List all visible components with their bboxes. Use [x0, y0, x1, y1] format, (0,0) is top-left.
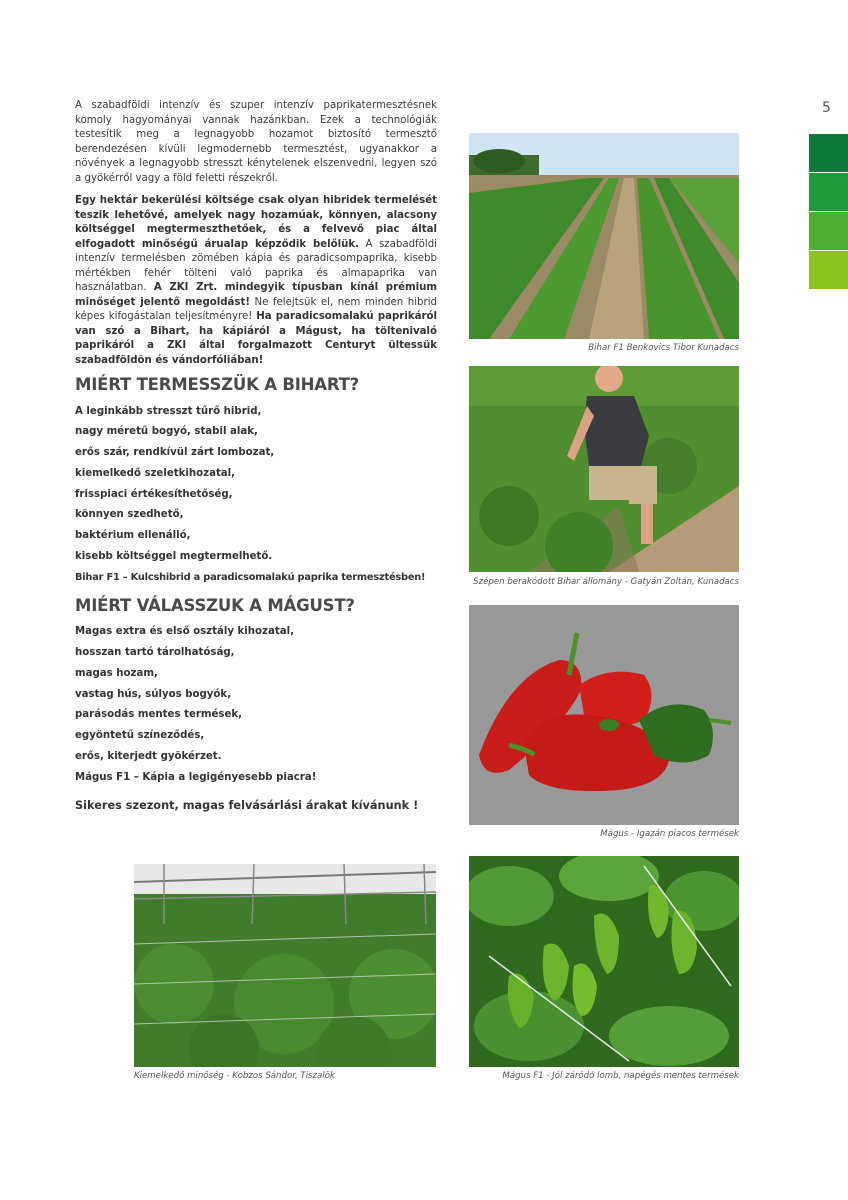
list-item: kisebb költséggel megtermelhető. [75, 551, 273, 563]
photo-greenhouse [134, 864, 436, 1067]
bold-text: A ZKI Zrt. mindegyik típusban kínál prémium minőséget jelentő megoldást! [75, 282, 437, 308]
color-tabs [809, 134, 848, 290]
text-column [75, 99, 437, 813]
list-item: Mágus F1 – Kápia a legigényesebb piacra! [75, 771, 317, 783]
list-item: erős, kiterjedt gyökérzet. [75, 750, 222, 762]
intro-paragraph: A szabadföldi intenzív és szuper intenzív paprikatermesztésnek komoly hagyományai vannak hazánkban. Ezek a technológiák testesítik meg a legnagyobb hozamot biztosító termesztő berendezésen kívüli legmodernebb termesztést, ugyanakkor a növények a legnagyobb stresszt kénytelenek elszenvedni, legyen szó a gyökérről vagy a föld feletti részekről. [75, 100, 437, 184]
list-item: vastag hús, súlyos bogyók, [75, 688, 232, 700]
photo-bihar-grower [469, 366, 739, 572]
tab-mid-green [809, 212, 848, 250]
caption-photo-3: Mágus - Igazán piacos termések [600, 829, 739, 839]
list-item: Magas extra és első osztály kihozatal, [75, 626, 294, 638]
closing-line: Sikeres szezont, magas felvásárlási árakat kívánunk ! [75, 798, 419, 812]
caption-photo-4: Kiemelkedő minőség - Kobzos Sándor, Tiszalök [134, 1071, 335, 1081]
section-heading-magus: MIÉRT VÁLASSZUK A MÁGUST? [75, 595, 355, 615]
intro-paragraph-2 [75, 194, 437, 368]
list-item: Bihar F1 – Kulcshibrid a paradicsomalakú paprika termesztésben! [75, 571, 426, 583]
bold-text: Ha paradicsomalakú paprikáról van szó a Bihart, ha kápiáról a Mágust, ha töltenivaló paprikáról a ZKI által forgalmazott Centuryt ültessük szabadföldön és vándorfóliában! [75, 311, 437, 366]
caption-photo-5: Mágus F1 - Jól záródó lomb, napégés mentes termések [502, 1071, 739, 1081]
photo-magus-plant [469, 856, 739, 1067]
list-item: egyöntetű színeződés, [75, 730, 205, 742]
list-item: nagy méretű bogyó, stabil alak, [75, 426, 258, 438]
magus-feature-list [75, 622, 437, 788]
list-item: kiemelkedő szeletkihozatal, [75, 467, 236, 479]
list-item: frisspiaci értékesíthetőség, [75, 488, 233, 500]
section-heading-bihar: MIÉRT TERMESSZÜK A BIHART? [75, 375, 360, 394]
tab-light-green [809, 251, 848, 289]
list-item: A leginkább stresszt tűrő hibrid, [75, 405, 262, 417]
list-item: erős szár, rendkívül zárt lombozat, [75, 447, 275, 459]
list-item: könnyen szedhető, [75, 509, 184, 521]
list-item: baktérium ellenálló, [75, 530, 191, 542]
caption-photo-2: Szépen berakódott Bihar állomány - Gatyán Zoltán, Kunadacs [473, 577, 739, 587]
body-text: A szabadföldi intenzív termelésben zömében kápia és paradicsompaprika, kisebb mértékben fehér tölteni való paprika és almapaprika van használatban. [75, 238, 438, 293]
bihar-feature-list [75, 402, 437, 589]
page-number: 5 [822, 100, 831, 116]
caption-photo-1: Bihar F1 Benkovics Tibor Kunadacs [588, 343, 739, 353]
tab-dark-green [809, 134, 848, 172]
photo-magus-peppers [469, 605, 739, 825]
list-item: magas hozam, [75, 667, 158, 679]
list-item: parásodás mentes termések, [75, 709, 243, 721]
tab-green [809, 173, 848, 211]
list-item: hosszan tartó tárolhatóság, [75, 646, 235, 658]
bold-text: Egy hektár bekerülési költsége csak olyan hibridek termelését teszik lehetővé, amelyek nagy hozamúak, könnyen, alacsony költséggel megtermeszthetőek, és a felvevő piac által elfogadott minőségű árualap képződik belőlük. [75, 195, 437, 250]
photo-bihar-field [469, 133, 739, 339]
body-text: Ne felejtsük el, nem minden hibrid képes kifogástalan teljesítményre! [75, 296, 437, 322]
